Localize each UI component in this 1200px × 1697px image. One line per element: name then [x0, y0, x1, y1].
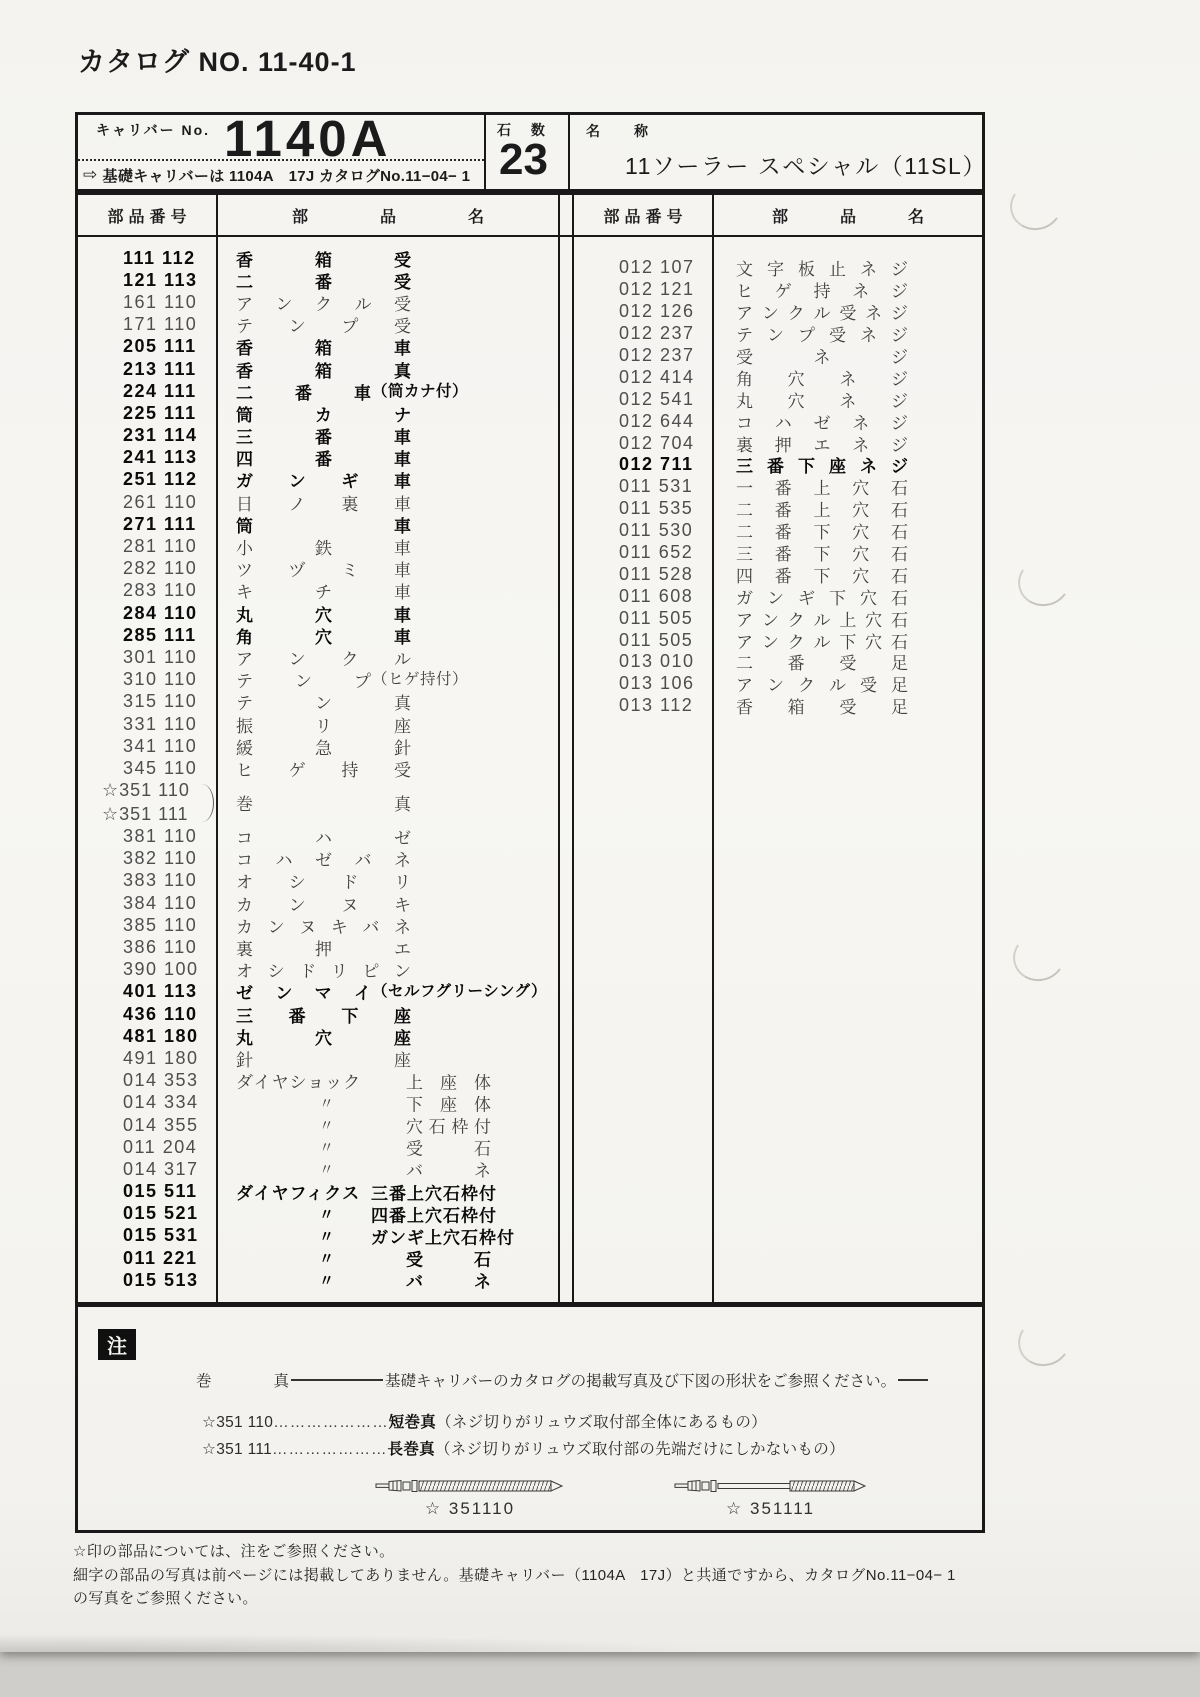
part-name: 受 ネ ジ: [736, 348, 908, 368]
part-name: テ ン プ 受 ネ ジ: [736, 326, 908, 346]
column-header-part-number-left: 部品番号: [107, 208, 192, 226]
part-name: 四 番 車: [236, 450, 411, 470]
ditto-mark: 〃: [319, 1095, 335, 1113]
table-row: 011 221 〃 受 石: [78, 1247, 558, 1269]
stem-word: 真: [273, 1373, 290, 1390]
dotted-leader: …………………: [272, 1441, 388, 1458]
stem-variant-line: [202, 1410, 767, 1432]
part-number: 271 111: [123, 513, 197, 534]
table-row: [574, 257, 982, 279]
stem-label: ☆ 351111: [726, 1499, 815, 1518]
table-row: [78, 757, 558, 779]
part-number: 384 110: [123, 892, 198, 913]
part-name: コ ハ ゼ バ ネ: [236, 851, 411, 871]
part-name: ア ン ク ル 受 足: [736, 676, 908, 696]
part-number: 011 505: [619, 629, 694, 650]
punch-hole: [1014, 553, 1075, 611]
table-row: [78, 691, 558, 713]
table-row: [78, 1181, 558, 1203]
table-row: 014 355 〃 穴 石 枠 付: [78, 1114, 558, 1136]
part-number: 310 110: [123, 669, 198, 690]
part-name: 小 鉄 車: [236, 539, 411, 559]
part-number: 015 531: [123, 1225, 199, 1246]
model-name-label: 名称: [586, 123, 682, 139]
part-name: ア ン ク ル 下 穴 石: [736, 632, 908, 652]
table-row: [78, 936, 558, 958]
part-name: ヒ ゲ 持 受: [236, 760, 411, 780]
part-name: 一 番 上 穴 石: [736, 479, 908, 499]
part-number: 382 110: [123, 848, 198, 869]
part-name: 四 番 下 穴 石: [736, 566, 908, 586]
part-number: 012 414: [619, 366, 695, 387]
part-name: 角 穴 車: [236, 627, 411, 647]
table-row: 015 531 〃 ガンギ上穴石枠付: [78, 1225, 558, 1247]
stem-row-group: [78, 780, 558, 826]
dash-rule: [898, 1379, 928, 1381]
table-row: [78, 624, 558, 646]
part-name: 二 番 下 穴 石: [736, 523, 908, 543]
table-row: [78, 669, 558, 691]
divider-line: [558, 195, 560, 1302]
part-number: 013 106: [619, 673, 695, 694]
part-name: 二 番 受 足: [736, 654, 908, 674]
part-number: 012 711: [619, 454, 694, 475]
footer-notes: [73, 1540, 956, 1611]
part-number: 205 111: [123, 336, 197, 357]
table-row: [78, 425, 558, 447]
stem-variant-desc: （ネジ切りがリュウズ取付部の先端だけにしかないもの）: [434, 1441, 845, 1458]
part-number: 224 111: [123, 380, 197, 401]
part-name: 針 座: [236, 1050, 411, 1070]
table-row: [78, 447, 558, 469]
part-name: 丸 穴 ネ ジ: [736, 391, 908, 411]
part-name: ヒ ゲ 持 ネ ジ: [736, 282, 908, 302]
table-row: [574, 279, 982, 301]
part-number: 282 110: [123, 558, 198, 579]
part-name: 角 穴 ネ ジ: [736, 369, 908, 389]
table-row: [78, 602, 558, 624]
table-row: [78, 848, 558, 870]
part-name: 香 箱 真: [236, 361, 411, 381]
table-row: [78, 291, 558, 313]
table-row: [78, 914, 558, 936]
stem-variant-line: [202, 1437, 845, 1459]
part-number: 015 511: [123, 1181, 198, 1202]
table-row: [574, 542, 982, 564]
part-name: 二 番 車 （筒カナ付）: [236, 382, 469, 403]
part-name: 三 番 車: [236, 428, 411, 448]
table-row: [574, 476, 982, 498]
ditto-mark: 〃: [319, 1117, 335, 1135]
table-row: [78, 269, 558, 291]
table-row: 014 317 〃 バ ネ: [78, 1158, 558, 1180]
part-number: 436 110: [123, 1003, 198, 1024]
part-number: 011 535: [619, 498, 694, 519]
table-row: [574, 388, 982, 410]
part-number: ☆351 111: [102, 804, 189, 824]
part-number: 386 110: [123, 937, 198, 958]
part-number: 381 110: [123, 826, 198, 847]
stem-note-text: 基礎キャリバーのカタログの掲載写真及び下図の形状をご参照ください。: [385, 1373, 897, 1390]
table-row: [78, 558, 558, 580]
part-number: 315 110: [123, 691, 198, 712]
part-number: 111 112: [123, 247, 196, 268]
part-name: 筒 車: [236, 516, 411, 536]
stem-drawing-351111: [668, 1474, 873, 1519]
part-number: 345 110: [123, 757, 198, 778]
part-name: ア ン ク ル 受: [236, 294, 411, 314]
part-number: 015 513: [123, 1269, 199, 1290]
part-number: 225 111: [123, 402, 197, 423]
table-row: [78, 402, 558, 424]
table-row: [78, 735, 558, 757]
ditto-mark: 〃: [319, 1250, 335, 1268]
table-row: [78, 1025, 558, 1047]
table-row: [574, 410, 982, 432]
right-arrow-icon: ⇨: [83, 165, 98, 184]
part-name: 二 番 上 穴 石: [736, 501, 908, 521]
caliber-label: キャリバー No.: [96, 122, 211, 138]
table-row: [78, 580, 558, 602]
part-name: ダイヤフィクス 三番上穴石枠付: [236, 1184, 497, 1204]
table-row: [574, 673, 982, 695]
part-name: 文 字 板 止 ネ ジ: [736, 260, 908, 280]
table-row: [574, 695, 982, 717]
part-name: キ チ 車: [236, 583, 411, 603]
table-row: [574, 563, 982, 585]
part-number: 012 126: [619, 301, 695, 322]
part-number: 251 112: [123, 469, 198, 490]
table-row: [78, 336, 558, 358]
punch-hole: [1014, 1313, 1075, 1371]
part-number: 014 317: [123, 1158, 199, 1179]
part-number: 012 237: [619, 345, 695, 365]
part-name: 二 番 受: [236, 272, 411, 292]
model-name-cell: [570, 115, 987, 189]
part-number: 213 111: [123, 358, 197, 379]
part-number: 261 110: [123, 491, 198, 512]
table-row: [574, 585, 982, 607]
stem-word: 巻: [196, 1373, 212, 1390]
part-number: 281 110: [123, 536, 198, 557]
table-row: [78, 247, 558, 269]
table-row: [78, 358, 558, 380]
stem-variant-number: ☆351 111: [202, 1441, 273, 1458]
table-row: [78, 314, 558, 336]
part-name: ツ ヅ ミ 車: [236, 561, 411, 581]
table-row: [574, 629, 982, 651]
part-name: 丸 穴 座: [236, 1028, 411, 1048]
stem-variant-desc: （ネジ切りがリュウズ取付部全体にあるもの）: [436, 1414, 767, 1431]
table-row: [78, 870, 558, 892]
punch-hole: [1006, 177, 1067, 235]
part-number: 241 113: [123, 447, 198, 468]
table-row: [78, 959, 558, 981]
ditto-mark: 〃: [319, 1206, 335, 1224]
table-row: [574, 323, 982, 345]
part-name: テ ン プ 受: [236, 317, 411, 337]
table-row: [78, 513, 558, 535]
part-number: 121 113: [123, 269, 198, 290]
part-name: オ シ ド リ ピ ン: [236, 962, 411, 982]
part-name: ガ ン ギ 下 穴 石: [736, 588, 908, 608]
part-number: 014 355: [123, 1114, 199, 1135]
table-row: 011 204 〃 受 石: [78, 1136, 558, 1158]
table-row: [574, 345, 982, 367]
dash-rule: [291, 1379, 383, 1381]
parts-list-right: [574, 237, 982, 717]
part-number: 011 505: [619, 607, 694, 628]
footer-note-line: ☆印の部品については、注をご参照ください。: [73, 1543, 395, 1560]
part-name: 三 番 下 座: [236, 1006, 411, 1026]
part-number: 015 521: [123, 1203, 199, 1224]
part-number: 011 530: [619, 520, 694, 541]
part-number-group: [78, 780, 216, 825]
table-row: [78, 1003, 558, 1025]
part-name: 緩 急 針: [236, 738, 411, 758]
stem-variant-label: 長巻真: [387, 1441, 435, 1458]
part-name: 丸 穴 車: [236, 605, 411, 625]
part-number: 012 541: [619, 388, 695, 409]
part-name: ア ン ク ル 受 ネ ジ: [736, 304, 908, 324]
table-row: 015 521 〃 四番上穴石枠付: [78, 1203, 558, 1225]
part-name: コ ハ ゼ: [236, 829, 411, 849]
part-number: 341 110: [123, 735, 198, 756]
part-name: 香 箱 受 足: [736, 698, 908, 718]
column-header-part-name-right: 部品名: [771, 208, 976, 226]
part-number: 011 652: [619, 542, 694, 563]
part-name: テ ン プ （ヒゲ持付）: [236, 671, 469, 692]
table-row: [574, 498, 982, 520]
note-badge: 注: [98, 1329, 136, 1360]
part-name: カ ン ヌ キ バ ネ: [236, 917, 411, 937]
part-number: 014 353: [123, 1070, 199, 1091]
part-number: 012 704: [619, 432, 695, 453]
catalog-number-title: カタログ NO. 11-40-1: [78, 47, 357, 77]
footer-note-line: 細字の部品の写真は前ページには掲載してありません。基礎キャリバー（1104A 17J）と共通ですから、カタログNo.11−04− 1: [73, 1566, 956, 1584]
ditto-mark: 〃: [319, 1228, 335, 1246]
table-row: [574, 651, 982, 673]
part-number: 401 113: [123, 981, 198, 1002]
part-name: ア ン ク ル: [236, 649, 411, 669]
parts-list-left: [78, 237, 558, 1291]
part-number: 390 100: [123, 959, 199, 980]
part-name: ゼ ン マ イ （セルフグリーシング）: [236, 983, 547, 1004]
part-name: ア ン ク ル 上 穴 石: [736, 610, 908, 630]
column-header-part-number-right: 部品番号: [603, 208, 688, 226]
caliber-number-area: [78, 110, 484, 167]
part-name: 裏 押 エ: [236, 940, 411, 960]
table-row: [78, 469, 558, 491]
part-number: 171 110: [123, 314, 198, 335]
table-row: [78, 826, 558, 848]
part-number: 011 221: [123, 1247, 198, 1268]
ditto-mark: 〃: [319, 1139, 335, 1157]
table-row: [78, 646, 558, 668]
table-row: [574, 432, 982, 454]
stem-label: ☆ 351110: [424, 1499, 516, 1518]
table-row: [78, 1070, 558, 1092]
jewel-count-label: 石 数: [497, 122, 553, 138]
part-name: 筒 カ ナ: [236, 405, 411, 425]
part-number: 331 110: [123, 713, 198, 734]
table-row: [78, 380, 558, 402]
ditto-mark: 〃: [319, 1272, 335, 1290]
part-name: ダイヤショック 上 座 体: [236, 1073, 491, 1093]
part-number: 012 121: [619, 279, 695, 300]
stem-variant-number: ☆351 110: [202, 1414, 274, 1431]
column-header-part-name-left: 部品名: [291, 208, 556, 226]
part-number: 014 334: [123, 1092, 199, 1113]
part-name: 巻 真: [236, 795, 411, 814]
part-number: 012 237: [619, 323, 695, 344]
part-name: 振 リ 座: [236, 716, 411, 736]
part-name: テ ン 真: [236, 694, 411, 714]
jewel-count-value: 23: [499, 135, 548, 184]
punch-hole: [1009, 928, 1070, 986]
part-number: 385 110: [123, 914, 198, 935]
part-name: 香 箱 車: [236, 339, 411, 359]
part-number: 013 010: [619, 651, 695, 672]
part-number: 285 111: [123, 624, 197, 645]
part-name: ガ ン ギ 車: [236, 472, 411, 492]
table-row: [574, 366, 982, 388]
part-number: 012 644: [619, 410, 695, 431]
table-row: [574, 454, 982, 476]
part-name: 三 番 下 穴 石: [736, 545, 908, 565]
winding-stem-note: [196, 1369, 930, 1391]
part-number: 383 110: [123, 870, 198, 891]
base-caliber-note-text: 基礎キャリバーは 1104A 17J カタログNo.11−04− 1: [102, 167, 471, 185]
part-number: 481 180: [123, 1025, 199, 1046]
parts-table: [75, 192, 985, 1305]
part-number: 011 608: [619, 585, 694, 606]
table-row: [78, 535, 558, 557]
table-row: [78, 981, 558, 1003]
part-number: 012 107: [619, 257, 695, 278]
table-row: 014 334 〃 下 座 体: [78, 1092, 558, 1114]
part-name: 裏 押 エ ネ ジ: [736, 435, 908, 455]
table-row: [78, 491, 558, 513]
stem-variant-label: 短巻真: [388, 1414, 437, 1431]
part-name: 三 番 下 座 ネ ジ: [736, 457, 908, 477]
jewel-count-cell: [486, 115, 570, 189]
stem-drawing-351110: [370, 1474, 570, 1519]
note-box: [75, 1305, 985, 1533]
part-name: オ シ ド リ: [236, 873, 411, 893]
footer-note-line: の写真をご参照ください。: [73, 1590, 258, 1608]
part-number: 011 204: [123, 1136, 198, 1157]
part-number: 491 180: [123, 1047, 199, 1068]
part-number: 231 114: [123, 425, 198, 446]
ditto-mark: 〃: [319, 1161, 335, 1179]
part-name: 日 ノ 裏 車: [236, 494, 411, 514]
table-row: [574, 520, 982, 542]
part-name: カ ン ヌ キ: [236, 895, 411, 915]
model-name-value: 11ソーラー スペシャル（11SL）: [625, 153, 987, 179]
part-number: 283 110: [123, 580, 198, 601]
part-number: 284 110: [123, 602, 198, 623]
table-row: 015 513 〃 バ ネ: [78, 1269, 558, 1291]
part-number: 301 110: [123, 646, 198, 667]
part-number: 161 110: [123, 291, 198, 312]
part-number: 013 112: [619, 695, 694, 716]
table-row: [78, 1047, 558, 1069]
table-row: [78, 892, 558, 914]
caliber-number: 1140A: [224, 110, 392, 167]
part-number: 011 528: [619, 563, 694, 584]
table-row: [574, 301, 982, 323]
caliber-header-box: [75, 112, 985, 192]
part-name: 香 箱 受: [236, 250, 411, 270]
dotted-leader: …………………: [273, 1414, 389, 1431]
part-number: 011 531: [619, 476, 694, 497]
part-name: コ ハ ゼ ネ ジ: [736, 413, 908, 433]
table-row: [574, 607, 982, 629]
caliber-cell: [78, 110, 486, 189]
table-row: [78, 713, 558, 735]
part-number: ☆351 110: [102, 780, 190, 800]
